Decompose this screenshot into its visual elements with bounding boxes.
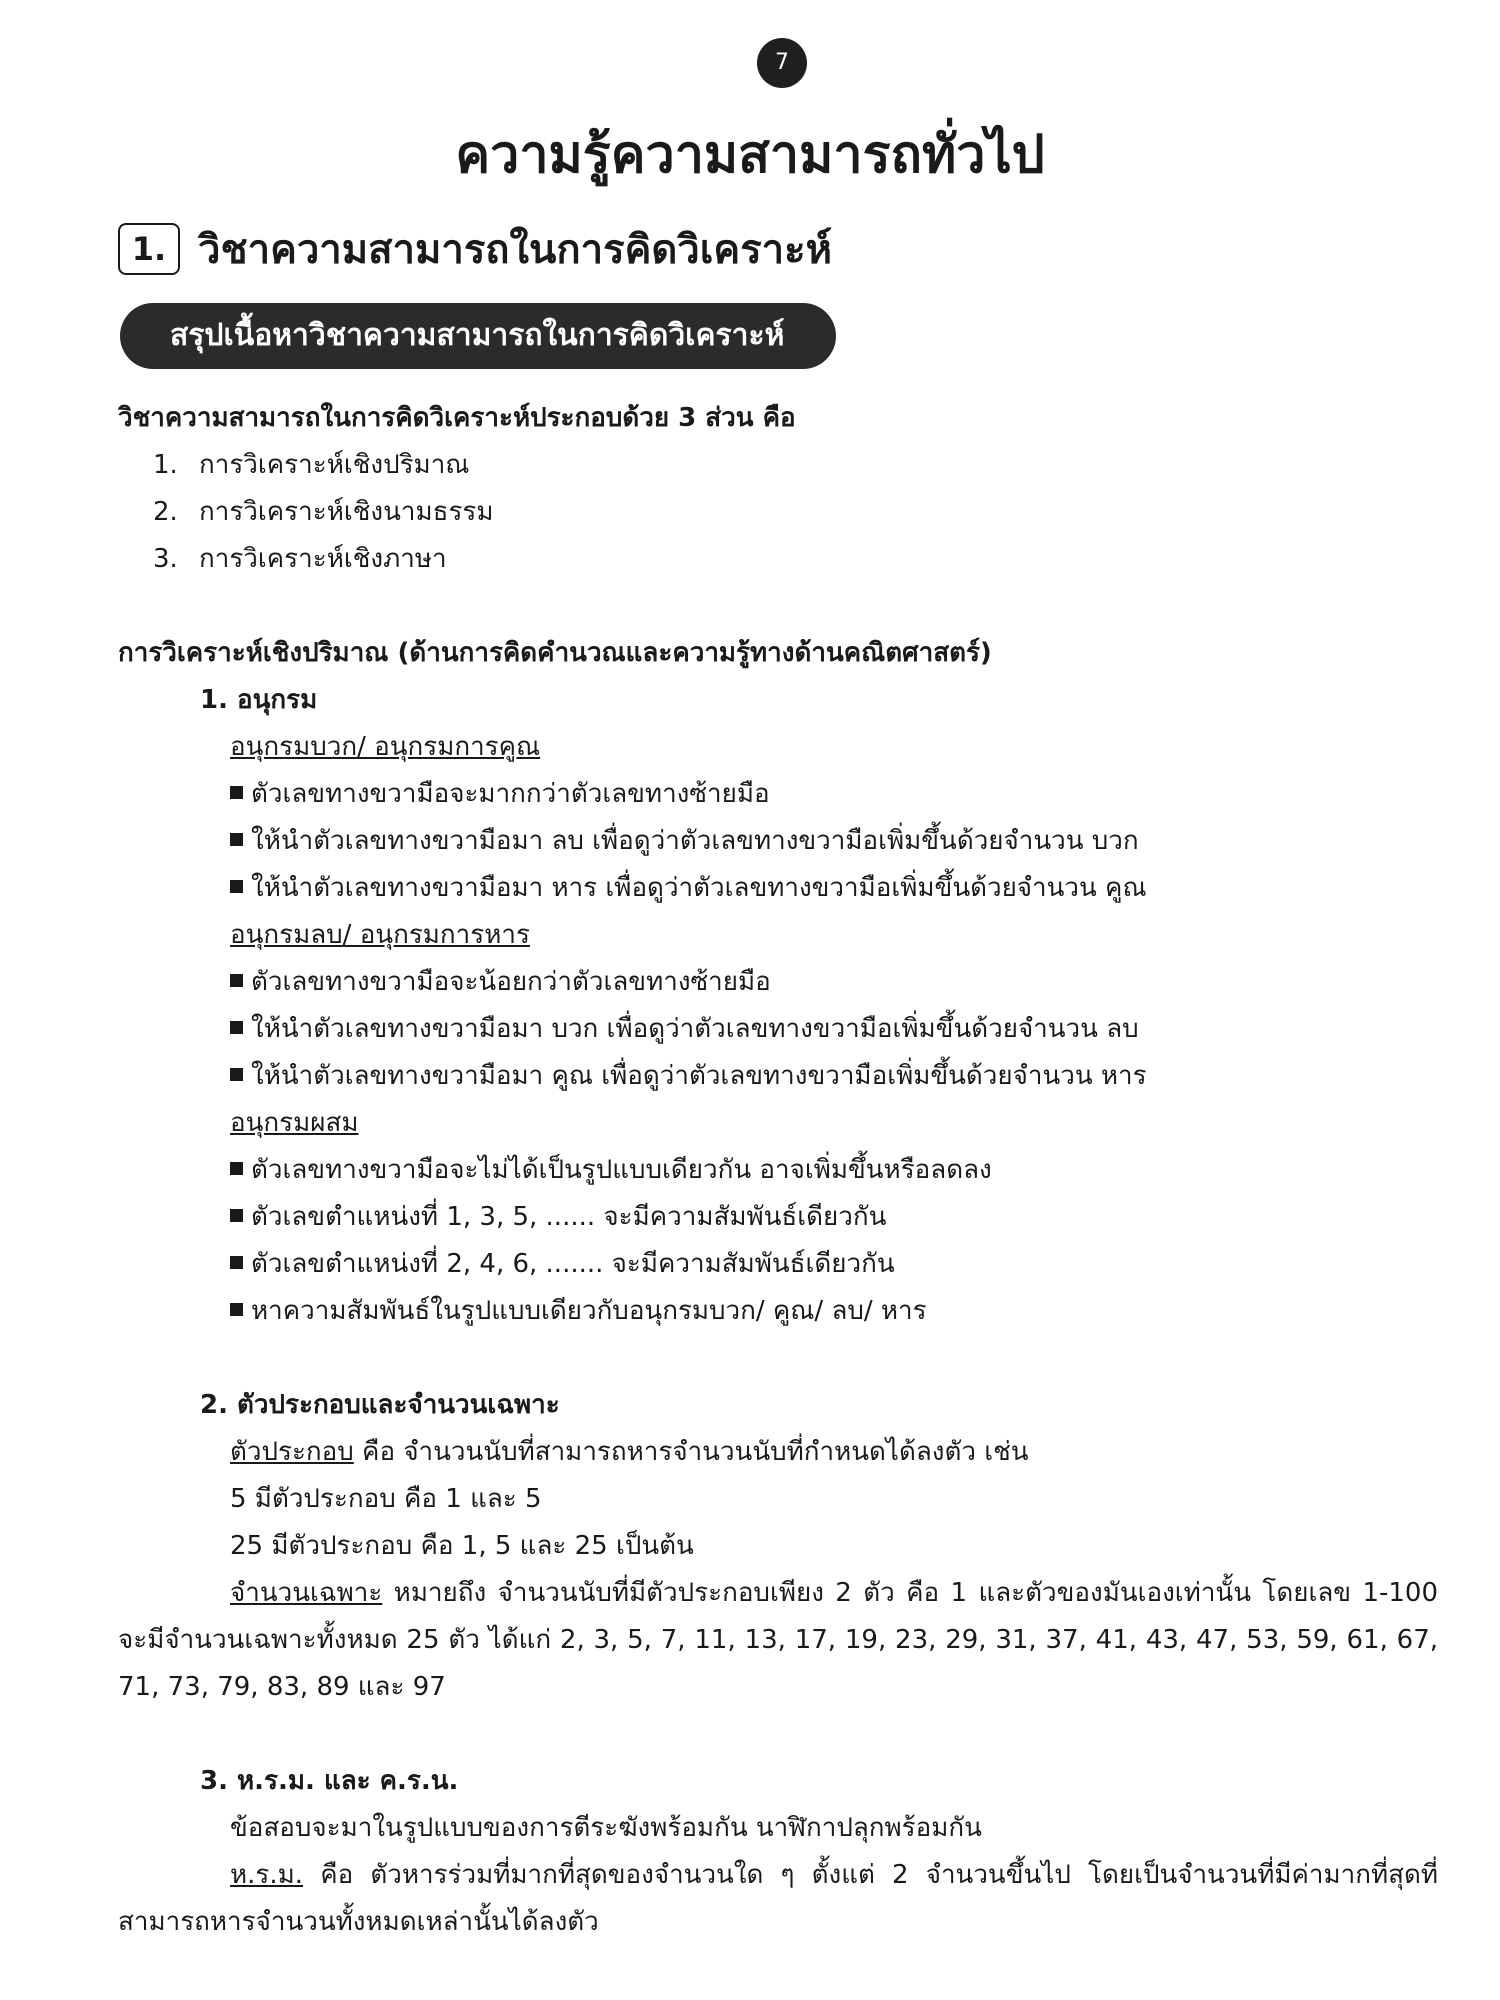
seq-sub2: อนุกรมลบ/ อนุกรมการหาร: [230, 920, 530, 950]
intro-heading: วิชาความสามารถในการคิดวิเคราะห์ประกอบด้วย 3 ส่วน คือ: [118, 403, 796, 433]
bullet-item: ให้นำตัวเลขทางขวามือมา ลบ เพื่อดูว่าตัวเลขทางขวามือเพิ่มขึ้นด้วยจำนวน บวก: [118, 818, 1438, 865]
square-bullet-icon: [230, 1303, 243, 1316]
seq-title: 1. อนุกรม: [200, 685, 318, 715]
square-bullet-icon: [230, 786, 243, 799]
bullet-item: ตัวเลขตำแหน่งที่ 1, 3, 5, ...... จะมีความสัมพันธ์เดียวกัน: [118, 1194, 1438, 1241]
quant-heading: การวิเคราะห์เชิงปริมาณ (ด้านการคิดคำนวณและความรู้ทางด้านคณิตศาสตร์): [118, 638, 992, 668]
bullet-item: ตัวเลขตำแหน่งที่ 2, 4, 6, ....... จะมีความสัมพันธ์เดียวกัน: [118, 1241, 1438, 1288]
page-title: ความรู้ความสามารถทั่วไป: [455, 125, 1045, 185]
square-bullet-icon: [230, 880, 243, 893]
summary-banner: สรุปเนื้อหาวิชาความสามารถในการคิดวิเคราะห์: [120, 303, 836, 369]
item-text: การวิเคราะห์เชิงภาษา: [199, 544, 447, 574]
page-number: 7: [757, 38, 807, 88]
bullet-item: หาความสัมพันธ์ในรูปแบบเดียวกับอนุกรมบวก/ คูณ/ ลบ/ หาร: [118, 1288, 1438, 1335]
seq-sub3: อนุกรมผสม: [230, 1108, 359, 1138]
square-bullet-icon: [230, 1209, 243, 1222]
section-header: [118, 218, 832, 280]
item-number: 3.: [153, 544, 178, 574]
bullet-item: ให้นำตัวเลขทางขวามือมา คูณ เพื่อดูว่าตัวเลขทางขวามือเพิ่มขึ้นด้วยจำนวน หาร: [118, 1053, 1438, 1100]
gcd-title: 3. ห.ร.ม. และ ค.ร.น.: [200, 1766, 459, 1796]
section-number: 1.: [118, 223, 180, 275]
prime-definition: จำนวนเฉพาะ หมายถึง จำนวนนับที่มีตัวประกอบเพียง 2 ตัว คือ 1 และตัวของมันเองเท่านั้น โดยเลข 1-100 จะมีจำนวนเฉพาะทั้งหมด 25 ตัว ได้แก่ 2, 3, 5, 7, 11, 13, 17, 19, 23, 29, 31, 37, 41, 43, 47, 53, 59, 61, 67, 71, 73, 79, 83, 89 และ 97: [118, 1578, 1438, 1702]
square-bullet-icon: [230, 974, 243, 987]
list-item: [118, 536, 1438, 583]
bullet-item: ให้นำตัวเลขทางขวามือมา บวก เพื่อดูว่าตัวเลขทางขวามือเพิ่มขึ้นด้วยจำนวน ลบ: [118, 1006, 1438, 1053]
item-text: การวิเคราะห์เชิงนามธรรม: [199, 497, 494, 527]
square-bullet-icon: [230, 1162, 243, 1175]
factors-title: 2. ตัวประกอบและจำนวนเฉพาะ: [200, 1390, 560, 1420]
seq-sub1: อนุกรมบวก/ อนุกรมการคูณ: [230, 732, 541, 762]
square-bullet-icon: [230, 1021, 243, 1034]
bullet-item: ให้นำตัวเลขทางขวามือมา หาร เพื่อดูว่าตัวเลขทางขวามือเพิ่มขึ้นด้วยจำนวน คูณ: [118, 865, 1438, 912]
bullet-item: ตัวเลขทางขวามือจะไม่ได้เป็นรูปแบบเดียวกัน อาจเพิ่มขึ้นหรือลดลง: [118, 1147, 1438, 1194]
bullet-item: ตัวเลขทางขวามือจะน้อยกว่าตัวเลขทางซ้ายมือ: [118, 959, 1438, 1006]
list-item: [118, 442, 1438, 489]
square-bullet-icon: [230, 1068, 243, 1081]
square-bullet-icon: [230, 833, 243, 846]
factor-example: 5 มีตัวประกอบ คือ 1 และ 5: [230, 1484, 542, 1514]
list-item: [118, 489, 1438, 536]
hcf-definition: ห.ร.ม. คือ ตัวหารร่วมที่มากที่สุดของจำนวนใด ๆ ตั้งแต่ 2 จำนวนขึ้นไป โดยเป็นจำนวนที่มีค่ามากที่สุดที่สามารถหารจำนวนทั้งหมดเหล่านั้นได้ลงตัว: [118, 1860, 1438, 1937]
item-number: 1.: [153, 450, 178, 480]
content: [118, 395, 1438, 1946]
square-bullet-icon: [230, 1256, 243, 1269]
item-text: การวิเคราะห์เชิงปริมาณ: [199, 450, 470, 480]
gcd-intro: ข้อสอบจะมาในรูปแบบของการตีระฆังพร้อมกัน นาฬิกาปลุกพร้อมกัน: [230, 1813, 982, 1843]
factor-definition: ตัวประกอบ คือ จำนวนนับที่สามารถหารจำนวนนับที่กำหนดได้ลงตัว เช่น: [230, 1437, 1029, 1467]
item-number: 2.: [153, 497, 178, 527]
bullet-item: ตัวเลขทางขวามือจะมากกว่าตัวเลขทางซ้ายมือ: [118, 771, 1438, 818]
factor-example: 25 มีตัวประกอบ คือ 1, 5 และ 25 เป็นต้น: [230, 1531, 694, 1561]
section-title: วิชาความสามารถในการคิดวิเคราะห์: [198, 227, 832, 273]
